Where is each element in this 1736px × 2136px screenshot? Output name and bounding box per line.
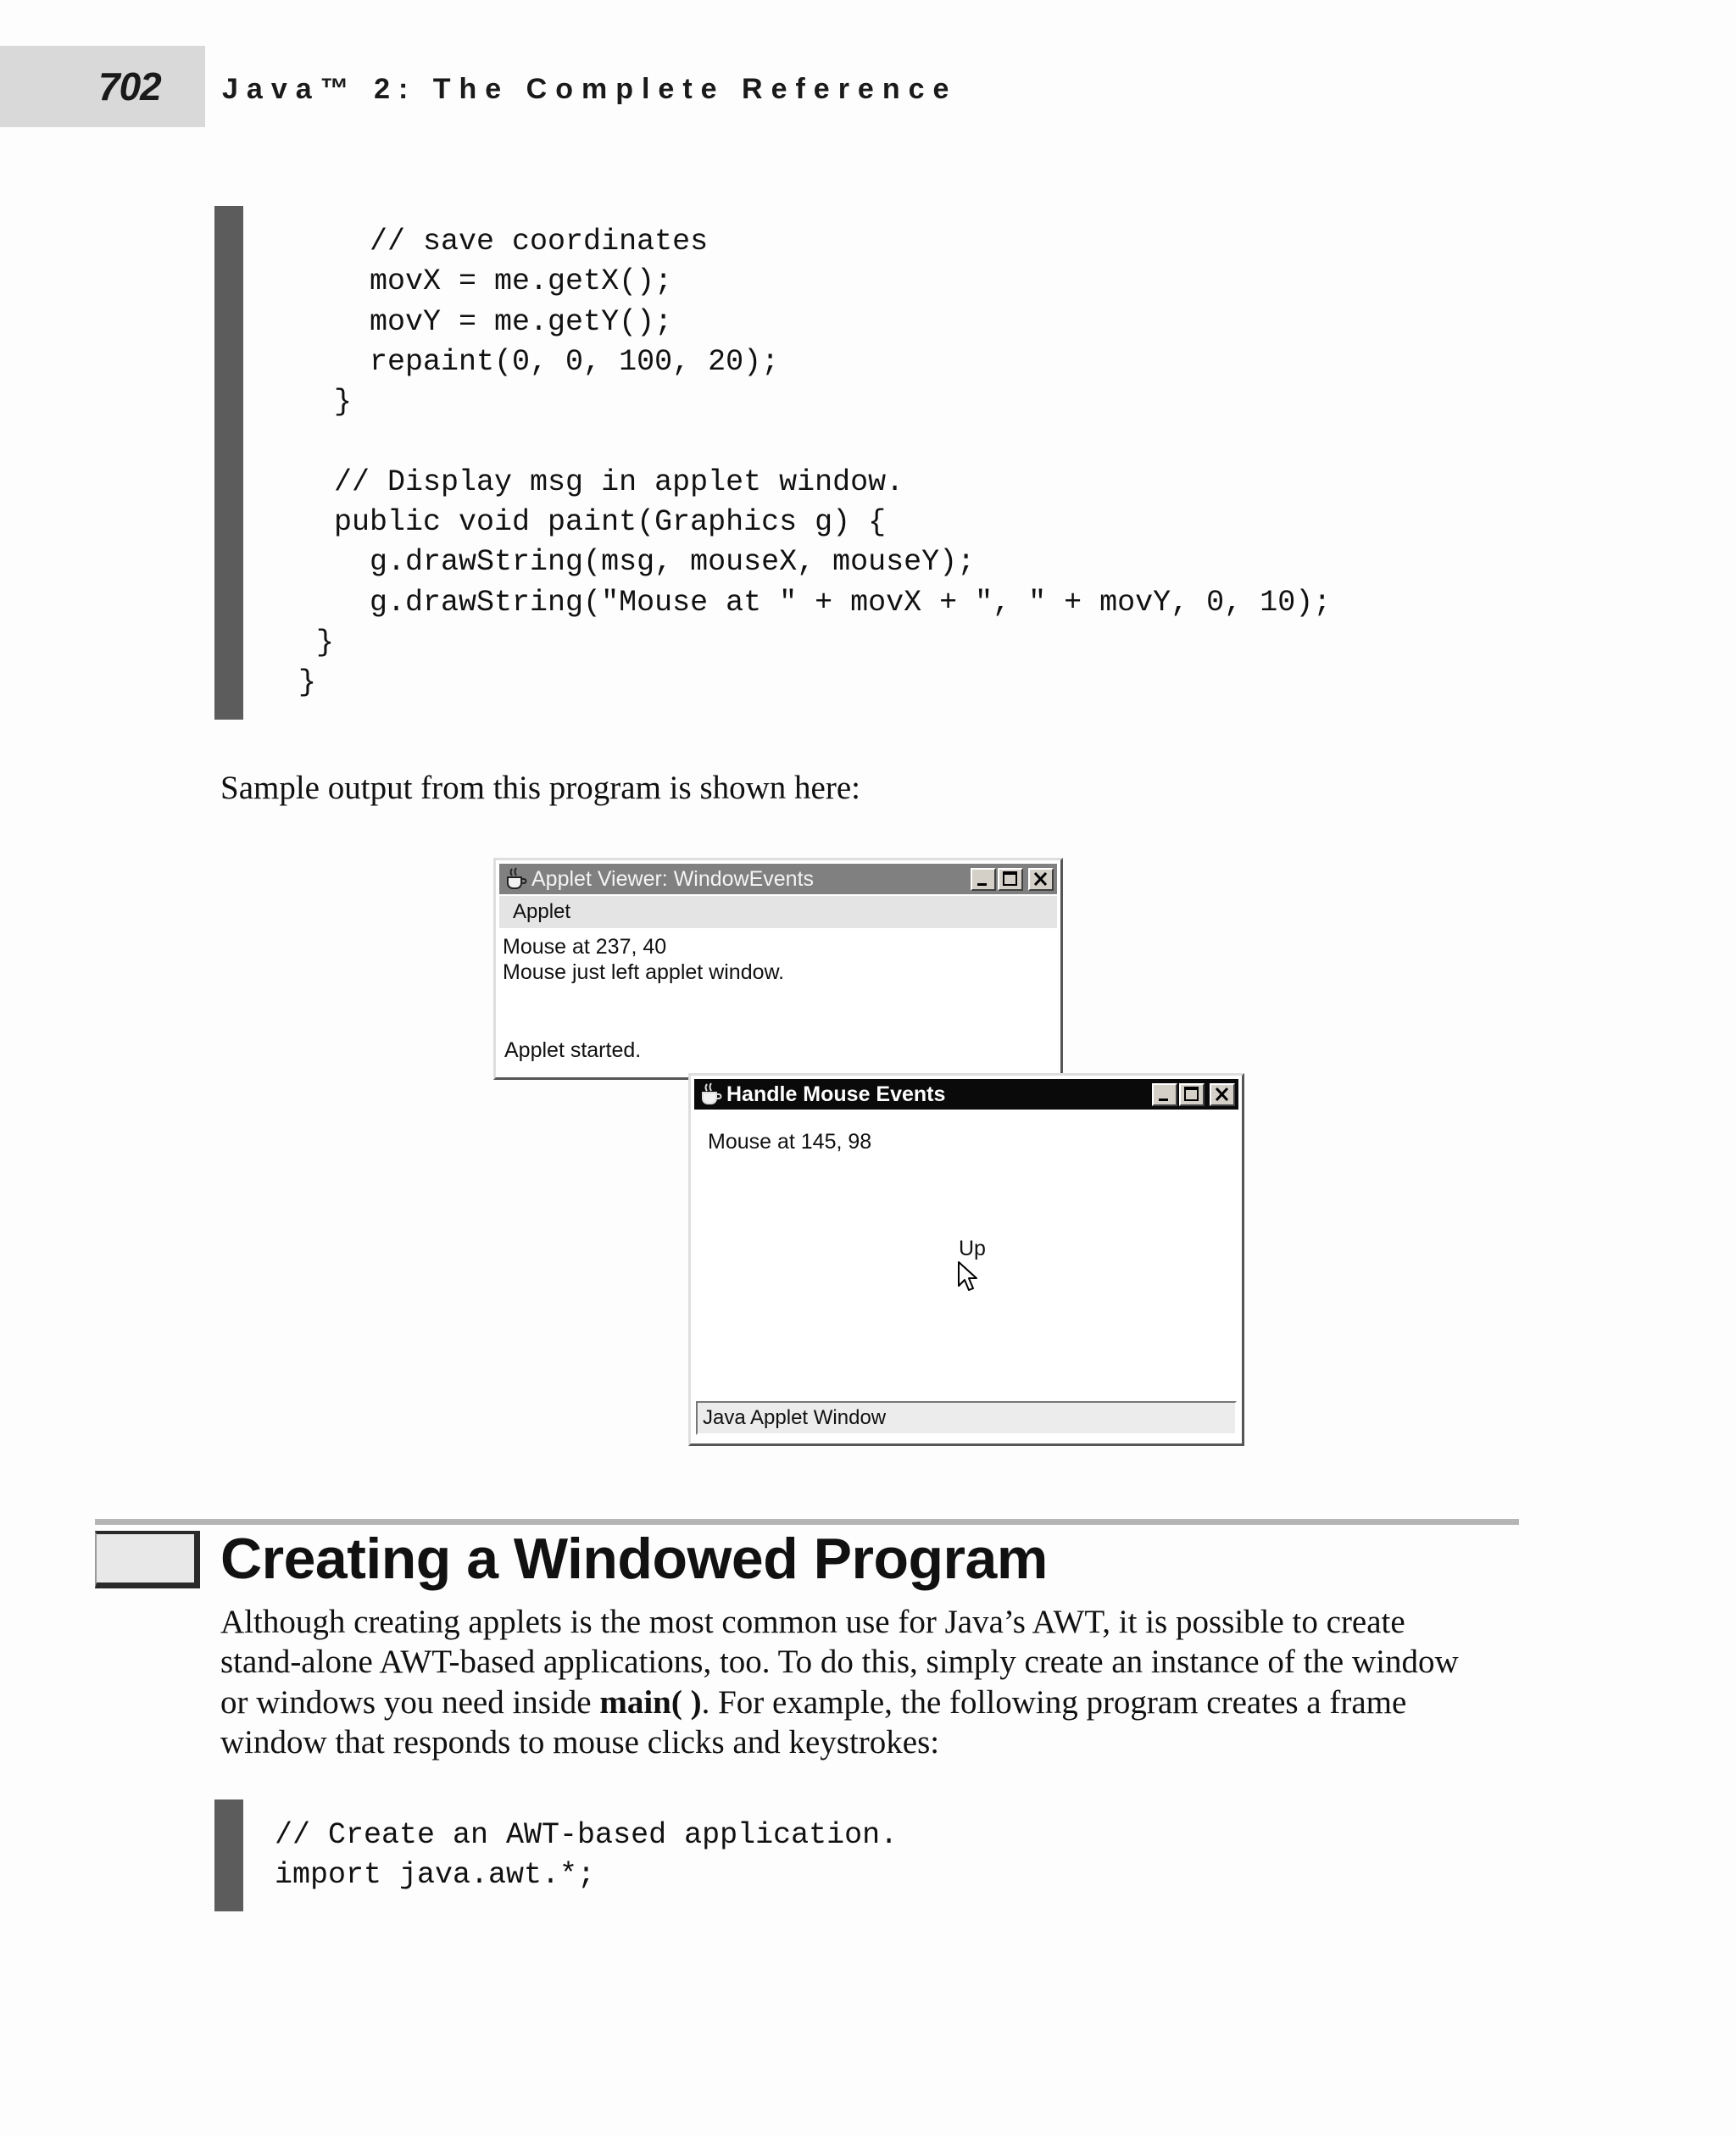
maximize-button[interactable] xyxy=(1179,1083,1205,1106)
applet-viewer-title: Applet Viewer: WindowEvents xyxy=(531,866,815,891)
page-number: 702 xyxy=(98,64,161,108)
applet-status: Applet started. xyxy=(504,1038,642,1062)
running-title: Java™ 2: The Complete Reference xyxy=(222,73,958,105)
section-paragraph xyxy=(220,1602,1492,1762)
frame-up-label: Up xyxy=(959,1237,986,1260)
code-line: public void paint(Graphics g) { xyxy=(263,505,887,540)
code-line: repaint(0, 0, 100, 20); xyxy=(263,344,780,379)
applet-viewer-titlebar[interactable] xyxy=(499,864,1057,894)
code-listing-bar xyxy=(214,1799,243,1911)
code-listing xyxy=(263,222,1331,704)
code-line: } xyxy=(263,625,335,659)
minimize-button[interactable] xyxy=(1152,1083,1177,1106)
applet-mouse-message: Mouse just left applet window. xyxy=(503,960,785,984)
inline-code: main( ) xyxy=(599,1683,702,1721)
code-line: } xyxy=(263,665,317,700)
maximize-button[interactable] xyxy=(998,868,1023,891)
java-cup-icon xyxy=(503,866,528,892)
frame-mouse-position: Mouse at 145, 98 xyxy=(708,1130,872,1154)
code-listing-bar xyxy=(214,206,243,720)
close-button[interactable] xyxy=(1210,1083,1235,1106)
frame-status-bar: Java Applet Window xyxy=(696,1401,1237,1435)
applet-viewer-window xyxy=(493,858,1063,1080)
mouse-cursor-icon xyxy=(957,1260,979,1299)
code-line: g.drawString("Mouse at " + movX + ", " + movY, 0, 10); xyxy=(263,585,1332,620)
code-line: g.drawString(msg, mouseX, mouseY); xyxy=(263,545,976,580)
paragraph-text: Although creating applets is the most common use for Java’s AWT, it is possible to create stand-alone AWT-based applications, too. To do this, simply create an instance of the window or windows you need inside xyxy=(220,1604,1459,1721)
java-cup-icon xyxy=(698,1082,723,1107)
intro-sentence: Sample output from this program is shown here: xyxy=(220,770,860,806)
code-line: import java.awt.*; xyxy=(275,1858,596,1893)
handle-mouse-events-window xyxy=(688,1073,1244,1446)
code-line: movX = me.getX(); xyxy=(263,264,673,299)
frame-title: Handle Mouse Events xyxy=(726,1082,946,1106)
code-line: } xyxy=(263,385,353,420)
applet-mouse-position: Mouse at 237, 40 xyxy=(503,935,667,959)
code-line: // Create an AWT-based application. xyxy=(275,1818,899,1852)
code-listing xyxy=(275,1816,898,1896)
section-title: Creating a Windowed Program xyxy=(220,1527,1048,1591)
section-marker xyxy=(95,1531,200,1588)
close-button[interactable] xyxy=(1028,868,1054,891)
frame-titlebar[interactable] xyxy=(694,1079,1238,1110)
section-rule xyxy=(95,1519,1519,1525)
applet-menu[interactable]: Applet xyxy=(499,896,1057,928)
code-line: movY = me.getY(); xyxy=(263,304,673,339)
code-line: // save coordinates xyxy=(263,225,709,259)
paragraph-text: . For example, the following program creates a frame window that responds to mouse clicks and keystrokes: xyxy=(220,1683,1407,1761)
code-line: // Display msg in applet window. xyxy=(263,464,904,499)
minimize-button[interactable] xyxy=(971,868,996,891)
